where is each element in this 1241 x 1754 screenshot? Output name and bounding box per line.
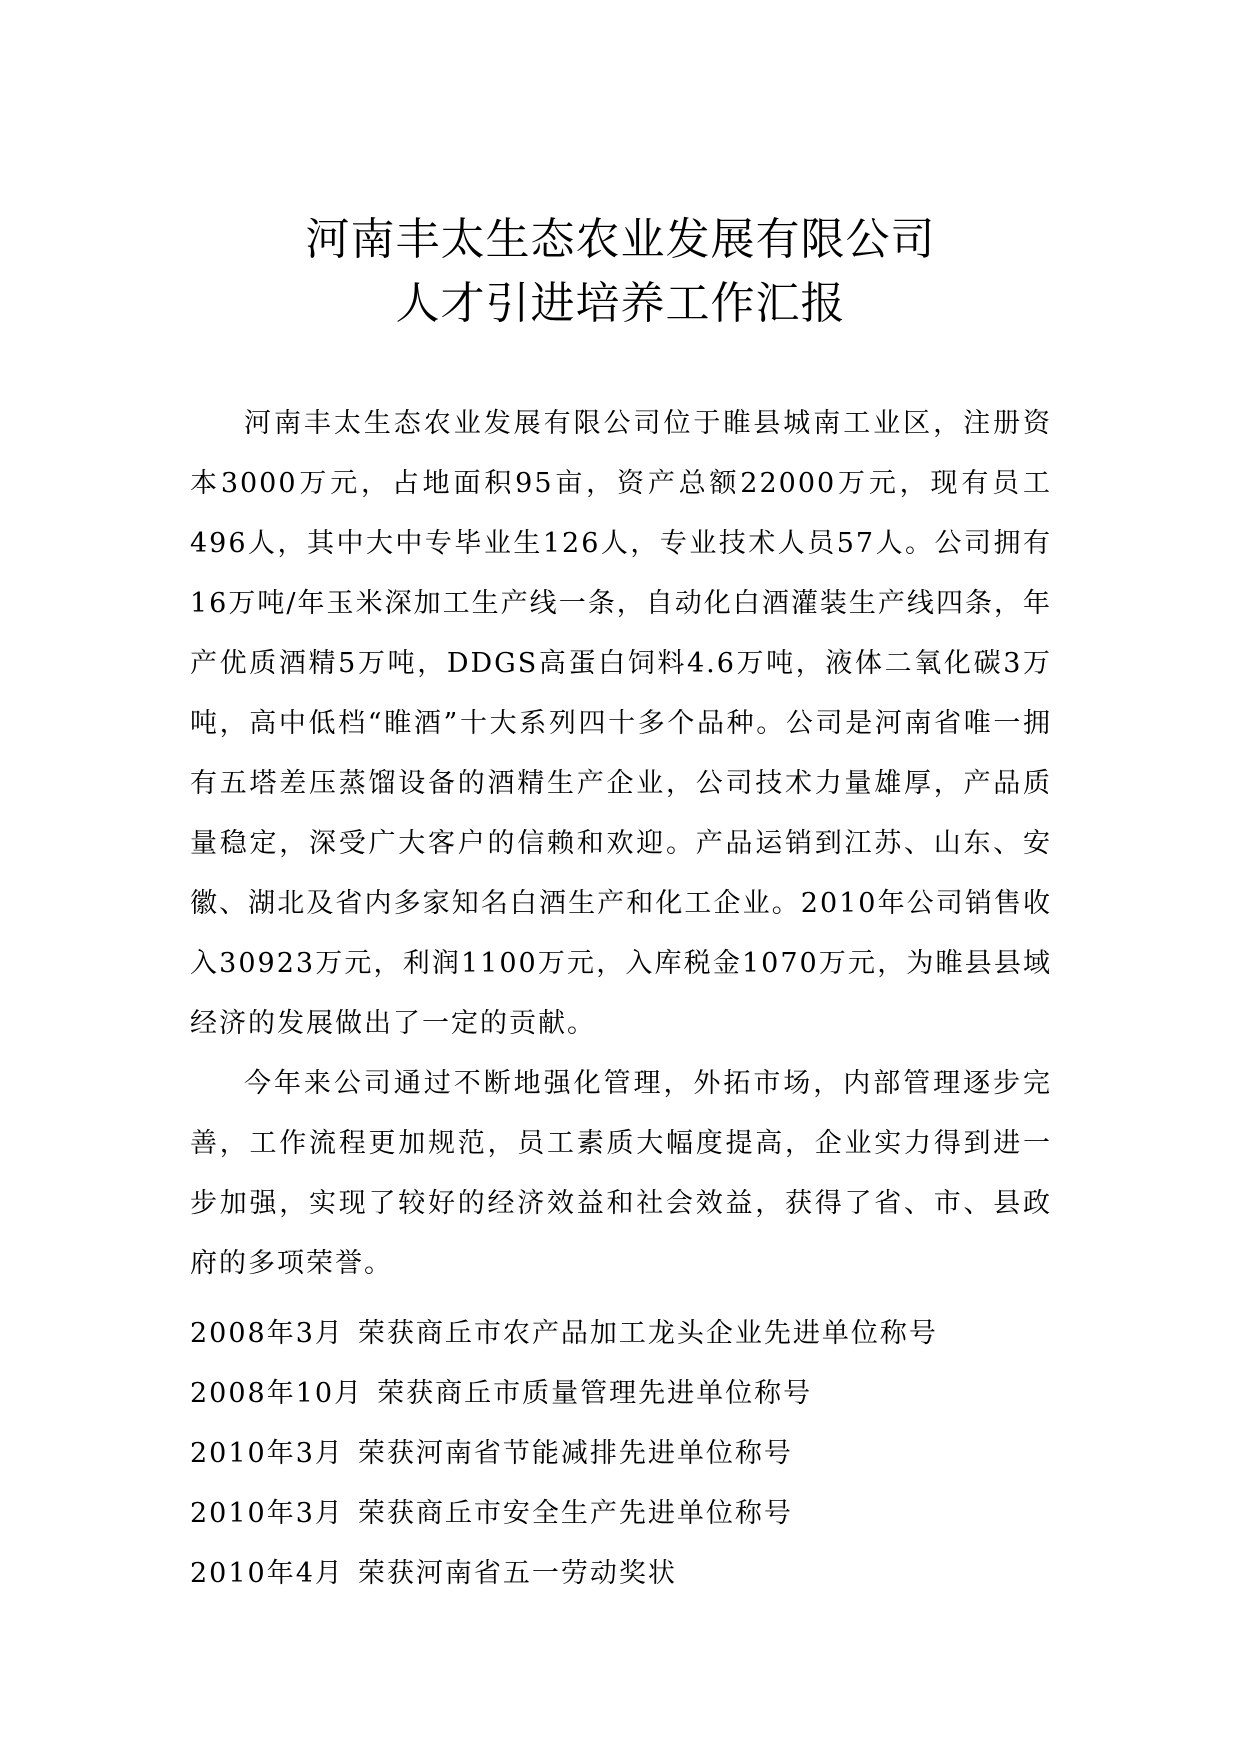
document-title (0, 208, 1241, 336)
honor-text: 荣获商丘市安全生产先进单位称号 (357, 1498, 793, 1529)
honor-date: 2008年3月 (190, 1318, 344, 1349)
list-item (190, 1424, 1052, 1484)
paragraph-company-overview: 河南丰太生态农业发展有限公司位于睢县城南工业区，注册资本3000万元，占地面积95亩，资产总额22000万元，现有员工496人，其中大中专毕业生126人，专业技术人员57人。公司拥有16万吨/年玉米深加工生产线一条，自动化白酒灌装生产线四条，年产优质酒精5万吨，DDGS高蛋白饲料4.6万吨，液体二氧化碳3万吨，高中低档“睢酒”十大系列四十多个品种。公司是河南省唯一拥有五塔差压蒸馏设备的酒精生产企业，公司技术力量雄厚，产品质量稳定，深受广大客户的信赖和欢迎。产品运销到江苏、山东、安徽、湖北及省内多家知名白酒生产和化工企业。2010年公司销售收入30923万元，利润1100万元，入库税金1070万元，为睢县县域经济的发展做出了一定的贡献。 (190, 408, 1052, 1039)
honor-text: 荣获商丘市农产品加工龙头企业先进单位称号 (357, 1318, 938, 1349)
honor-date: 2010年3月 (190, 1498, 344, 1529)
honor-date: 2008年10月 (190, 1378, 364, 1409)
honor-list (190, 1304, 1052, 1604)
honor-text: 荣获河南省节能减排先进单位称号 (357, 1438, 793, 1469)
list-item (190, 1304, 1052, 1364)
honor-text: 荣获河南省五一劳动奖状 (357, 1558, 677, 1589)
honor-date: 2010年4月 (190, 1558, 344, 1589)
list-item (190, 1364, 1052, 1424)
honor-date: 2010年3月 (190, 1438, 344, 1469)
list-item (190, 1484, 1052, 1544)
honor-text: 荣获商丘市质量管理先进单位称号 (377, 1378, 813, 1409)
title-line-report: 人才引进培养工作汇报 (395, 278, 846, 329)
list-item (190, 1544, 1052, 1604)
title-line-company: 河南丰太生态农业发展有限公司 (305, 214, 936, 265)
paragraph-management-progress: 今年来公司通过不断地强化管理，外拓市场，内部管理逐步完善，工作流程更加规范，员工素质大幅度提高，企业实力得到进一步加强，实现了较好的经济效益和社会效益，获得了省、市、县政府的多项荣誉。 (190, 1068, 1052, 1279)
document-body (190, 394, 1052, 1294)
